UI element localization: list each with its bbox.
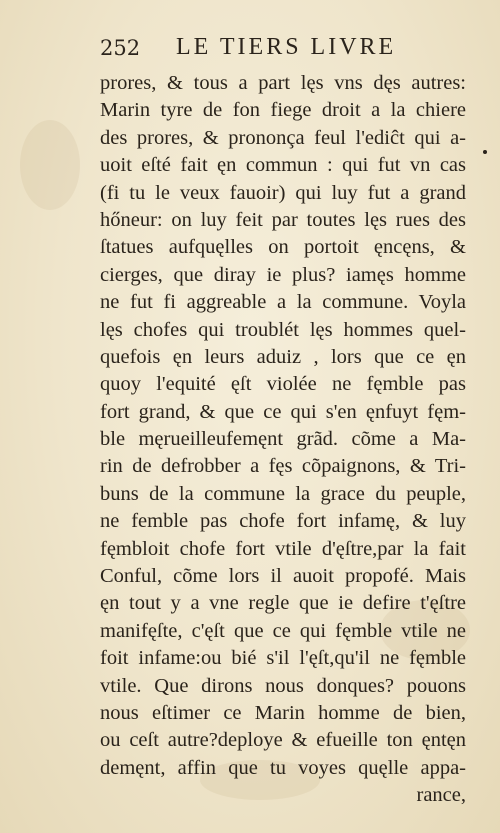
text-line: fort grand, & que ce qui s'en ęnfuyt fęm-: [100, 400, 466, 423]
ink-dot: [483, 150, 487, 154]
text-line: ou ceſt autre?deploye & efueille ton ęntęn: [100, 729, 466, 752]
paper-stain: [20, 120, 80, 210]
text-line: rin de defrobber a fęs cõpaignons, & Tri-: [100, 455, 466, 478]
text-line: (fi tu le veux fauoir) qui luy fut a grand: [100, 181, 466, 204]
text-line: prores, & tous a part lęs vns dęs autres:: [100, 72, 466, 94]
text-line: Marin tyre de fon fiege droit a la chiere: [100, 99, 466, 122]
body-text: [100, 70, 466, 810]
text-line: ne femble pas chofe fort infamę, & luy: [100, 510, 466, 533]
text-line: cierges, que diray ie plus? iamęs homme: [100, 263, 466, 286]
text-line: hőneur: on luy feit par toutes lęs rues des: [100, 208, 466, 231]
text-line: ſtatues aufquęlles on portoit ęncęns, &: [100, 236, 466, 259]
text-line: uoit eſté fait ęn commun : qui fut vn cas: [100, 154, 466, 177]
text-line: ble męrueilleufemęnt grãd. cõme a Ma-: [100, 428, 466, 451]
text-line: ęn tout y a vne regle que ie defire t'ęſtre: [100, 592, 466, 615]
text-line: foit infame:ou bié s'il l'ęſt,qu'il ne fęmble: [100, 647, 466, 670]
page-number: 252: [100, 36, 141, 60]
text-line: quefois ęn leurs aduiz , lors que ce ęn: [100, 345, 466, 368]
text-line: lęs chofes qui troublét lęs hommes quel-: [100, 318, 466, 341]
text-line: buns de la commune la grace du peuple,: [100, 482, 466, 505]
text-line: Conful, cõme lors il auoit propofé. Mais: [100, 565, 466, 588]
text-line: ne fut fi aggreable a la commune. Voyla: [100, 291, 466, 314]
text-line: nous eſtimer ce Marin homme de bien,: [100, 701, 466, 724]
text-line: quoy l'equité ęſt violée ne fęmble pas: [100, 373, 466, 396]
text-line: vtile. Que dirons nous donques? pouons: [100, 674, 466, 697]
text-line: des prores, & prononça feul l'ediĉt qui a-: [100, 126, 466, 149]
running-head: LE TIERS LIVRE: [176, 34, 397, 60]
catchword: rance,: [416, 784, 466, 807]
text-line: fęmbloit chofe fort vtile d'ęſtre,par la fait: [100, 537, 466, 560]
text-line: manifęſte, c'ęſt que ce qui fęmble vtile ne: [100, 619, 466, 642]
text-line: demęnt, affin que tu voyes quęlle appa-: [100, 756, 466, 779]
page-header: [100, 34, 440, 66]
